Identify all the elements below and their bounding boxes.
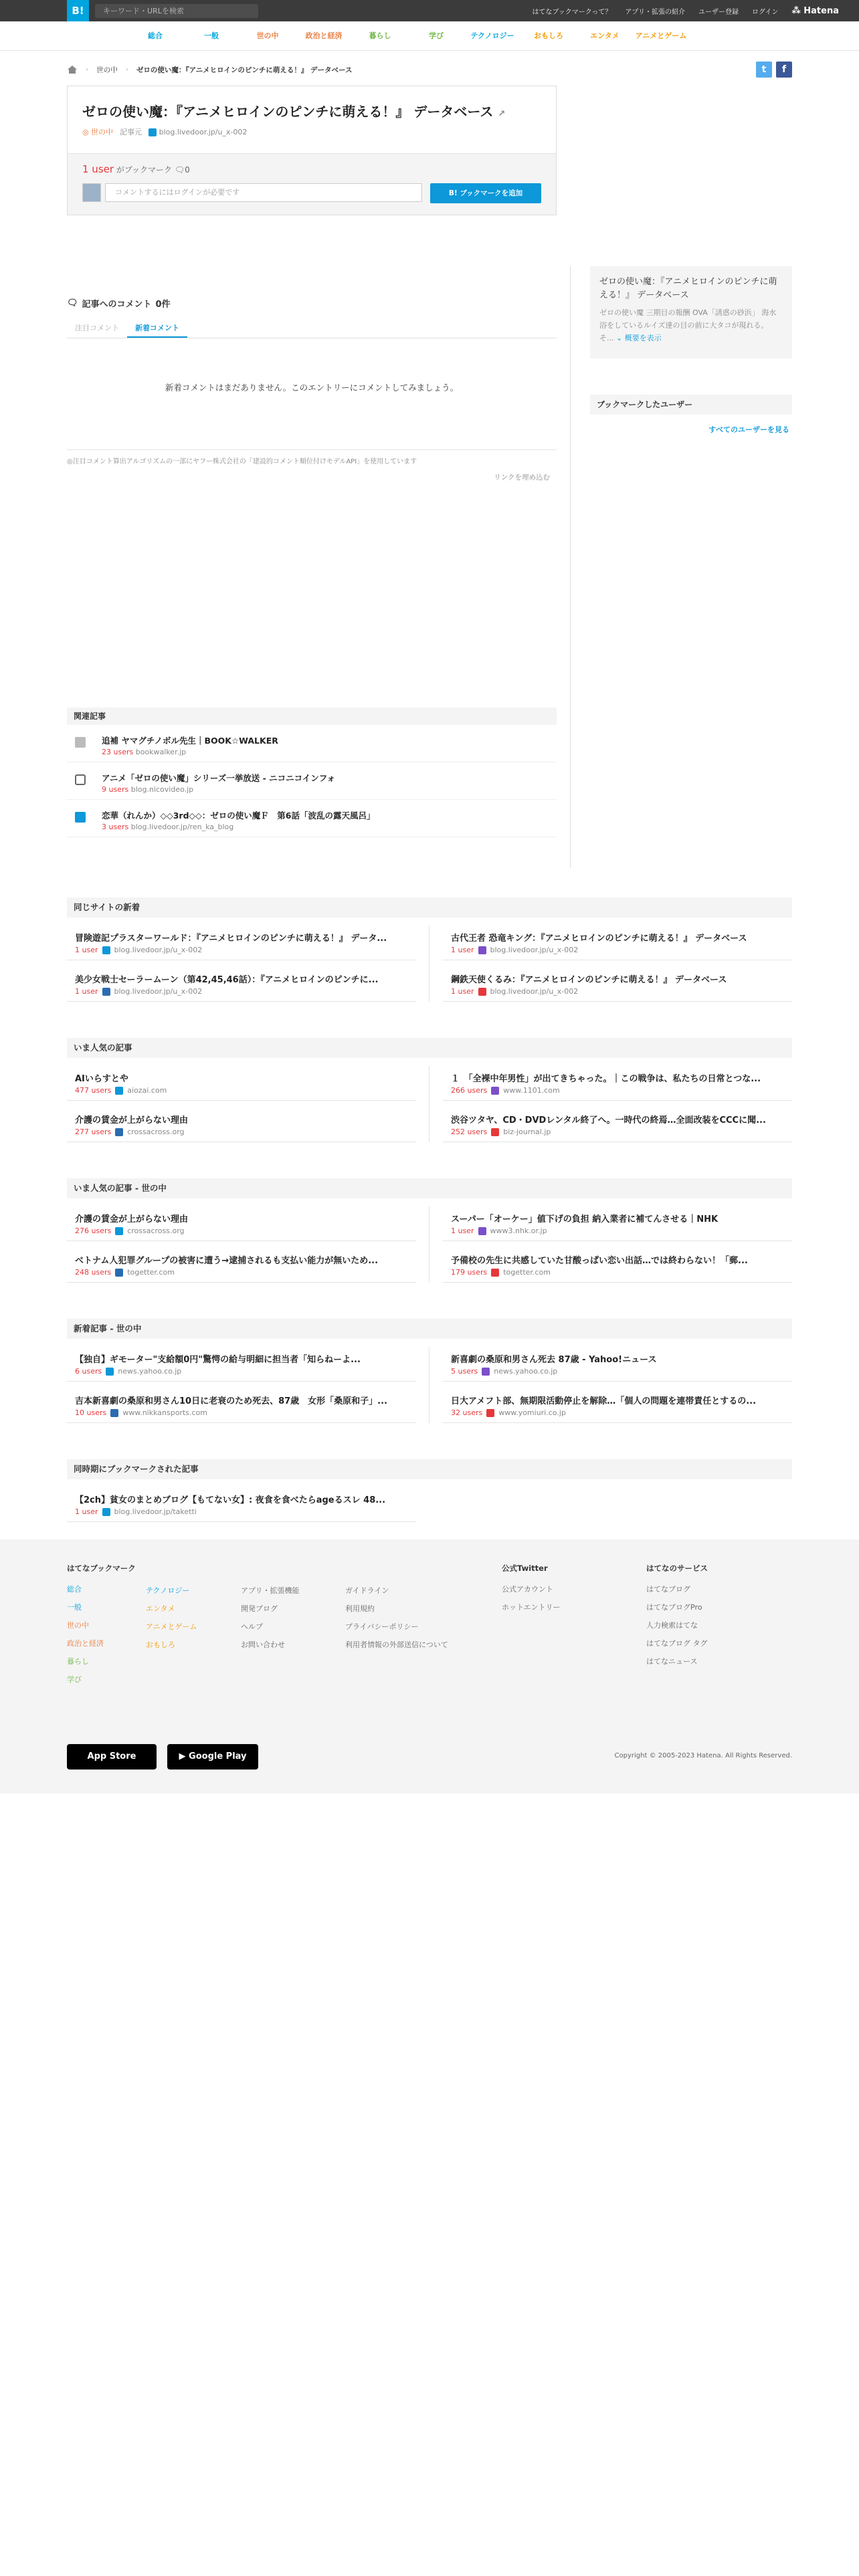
section-heading: 同じサイトの新着 (67, 897, 792, 918)
breadcrumb: › 世の中 › ゼロの使い魔：『アニメヒロインのピンチに萌える！』 データベース (67, 62, 792, 78)
entry-domain[interactable]: www.yomiuri.co.jp (498, 1408, 566, 1417)
favicon-icon (486, 1409, 494, 1417)
footer-link[interactable]: 一般 (67, 1603, 82, 1612)
nav-about[interactable]: はてなブックマークって？ (532, 8, 612, 16)
category-tab[interactable]: 総合 (148, 31, 163, 40)
embed-link[interactable]: リンクを埋め込む (494, 473, 550, 481)
category-tab[interactable]: 一般 (204, 31, 219, 40)
empty-comments-message: 新着コメントはまだありません。このエントリーにコメントしてみましょう。 (165, 383, 459, 393)
entry-list-item[interactable] (67, 1243, 416, 1283)
external-link-icon[interactable]: ↗ (498, 109, 506, 119)
bookmark-count[interactable]: 1 user (451, 987, 474, 996)
favicon-icon (106, 1368, 114, 1376)
bookmark-count[interactable]: 1 user (75, 987, 98, 996)
category-tab[interactable]: エンタメ (590, 31, 619, 40)
bookmark-count[interactable]: 1 user (75, 946, 98, 954)
entry-domain[interactable]: www3.nhk.or.jp (490, 1226, 547, 1235)
entry-domain[interactable]: blog.livedoor.jp/taketti (114, 1507, 197, 1516)
bookmark-count[interactable]: 32 users (451, 1408, 483, 1417)
favicon-icon (102, 946, 110, 954)
footer-heading: はてなのサービス (646, 1564, 708, 1573)
entry-domain[interactable]: blog.livedoor.jp/u_x-002 (490, 946, 579, 954)
footer-link[interactable]: 人力検索はてな (646, 1621, 698, 1630)
footer-link[interactable]: テクノロジー (146, 1586, 190, 1595)
tab-popular-comments[interactable]: 注目コメント (75, 324, 119, 332)
entry-list-item[interactable] (443, 920, 792, 960)
bookmarked-users-heading: ブックマークしたユーザー (590, 395, 792, 415)
entry-list-item[interactable] (443, 1341, 792, 1382)
entry-domain[interactable]: aiozai.com (127, 1086, 167, 1095)
entry-title[interactable]: 予備校の先生に共感していた甘酸っぱい恋い出話…では終わらない！「郵... (451, 1256, 748, 1266)
entry-list-item[interactable] (67, 1341, 416, 1382)
category-tab[interactable]: おもしろ (534, 31, 563, 40)
favicon-icon (491, 1128, 499, 1136)
bookmark-count[interactable]: 10 users (75, 1408, 107, 1417)
entry-domain[interactable]: blog.livedoor.jp/u_x-002 (114, 987, 203, 996)
entry-list-item[interactable] (443, 962, 792, 1002)
entry-list-item[interactable] (443, 1061, 792, 1101)
bookmark-count[interactable]: 1 user (451, 946, 474, 954)
book-icon (75, 737, 86, 748)
entry-list-item[interactable] (67, 1201, 416, 1241)
category-bar (0, 21, 859, 51)
entry-domain[interactable]: www.nikkansports.com (122, 1408, 207, 1417)
entry-title[interactable]: 日大アメフト部、無期限活動停止を解除…「個人の問題を連帯責任とするの... (451, 1396, 757, 1406)
entry-list-item[interactable] (67, 1383, 416, 1423)
bookmark-count[interactable]: 1 user がブックマーク 🗨0 (82, 163, 190, 175)
footer-link[interactable]: おもしろ (146, 1640, 175, 1649)
footer-link[interactable]: アプリ・拡張機能 (241, 1586, 300, 1595)
entry-domain[interactable]: blog.livedoor.jp/u_x-002 (114, 946, 203, 954)
hatena-logo[interactable]: ⁂ Hatena (791, 5, 839, 16)
entry-summary (590, 266, 792, 358)
entry-list-item[interactable] (67, 1482, 416, 1522)
entry-source-label: 記事元 (120, 128, 142, 136)
divider (429, 1066, 430, 1142)
nav-apps[interactable]: アプリ・拡張の紹介 (625, 8, 685, 16)
entry-domain[interactable]: togetter.com (127, 1268, 175, 1277)
entry-list-item[interactable] (67, 962, 416, 1002)
entry-title[interactable]: 介護の賃金が上がらない理由 (75, 1214, 189, 1224)
breadcrumb-title: ゼロの使い魔：『アニメヒロインのピンチに萌える！』 データベース (136, 66, 353, 74)
footer-link[interactable]: 世の中 (67, 1621, 89, 1630)
entry-title[interactable]: 新喜劇の桑原和男さん死去 87歳 - Yahoo!ニュース (451, 1355, 657, 1365)
divider (429, 926, 430, 1002)
favicon-icon (491, 1087, 499, 1095)
search-input[interactable]: キーワード・URLを検索 (95, 4, 258, 18)
entry-list-item[interactable] (443, 1102, 792, 1142)
category-tab[interactable]: 学び (429, 31, 444, 40)
copyright: Copyright © 2005-2023 Hatena. All Rights Reserved. (614, 1752, 792, 1759)
favicon-icon (115, 1227, 123, 1235)
summary-text: ゼロの使い魔 三期目の報酬 OVA「誘惑の砂浜」 海水浴をしているルイズ達の目の前に大タコが現れる。 そ... (599, 308, 777, 342)
category-tab[interactable]: アニメとゲーム (635, 31, 687, 40)
footer-heading: 公式Twitter (502, 1564, 548, 1573)
entry-domain[interactable]: blog.livedoor.jp/u_x-002 (490, 987, 579, 996)
livedoor-icon (75, 812, 86, 823)
favicon-icon (478, 988, 486, 996)
entry-title[interactable]: ゼロの使い魔：『アニメヒロインのピンチに萌える！』 データベース ↗ (82, 104, 506, 120)
entry-category[interactable]: ◎ 世の中 (82, 128, 114, 136)
footer-link[interactable]: 政治と経済 (67, 1639, 104, 1648)
bookmark-count[interactable]: 5 users (451, 1367, 478, 1376)
category-tab[interactable]: 暮らし (369, 31, 391, 40)
footer-link[interactable]: 開発ブログ (241, 1604, 278, 1613)
footer-link[interactable]: ガイドライン (345, 1586, 389, 1595)
favicon-icon (102, 988, 110, 996)
bookmark-count[interactable]: 6 users (75, 1367, 102, 1376)
related-item[interactable]: 追補 ヤマグチノボル先生｜BOOK☆WALKER 23 users bookwalker.jp (67, 729, 557, 762)
entry-domain[interactable]: crossacross.org (127, 1226, 185, 1235)
entry-domain[interactable]: www.1101.com (503, 1086, 560, 1095)
favicon-icon (115, 1128, 123, 1136)
bookmark-count[interactable]: 1 user (75, 1507, 98, 1516)
section-heading: 新着記事 - 世の中 (67, 1319, 792, 1339)
entry-list-item[interactable] (443, 1243, 792, 1283)
summary-title: ゼロの使い魔：『アニメヒロインのピンチに萌える！』 データベース (599, 277, 777, 300)
category-tab[interactable]: 世の中 (256, 31, 279, 40)
footer-link[interactable]: プライバシーポリシー (345, 1622, 419, 1631)
entry-title[interactable]: ベトナム人犯罪グループの被害に遭う→逮捕されるも支払い能力が無いため... (75, 1256, 379, 1266)
entry-domain[interactable]: news.yahoo.co.jp (494, 1367, 558, 1376)
section-heading: いま人気の記事 - 世の中 (67, 1178, 792, 1198)
favicon-icon (115, 1087, 123, 1095)
app-store-badge[interactable]: App Store (67, 1744, 157, 1769)
related-articles-heading: 関連記事 (67, 708, 557, 725)
entry-title[interactable]: 鋼鉄天使くるみ：『アニメヒロインのピンチに萌える！』 データベース (451, 975, 727, 985)
section-heading: 同時期にブックマークされた記事 (67, 1459, 792, 1479)
category-tab[interactable]: テクノロジー (470, 31, 514, 40)
comment-input[interactable]: コメントするにはログインが必要です (105, 183, 422, 202)
comment-icon: 🗨 (174, 165, 185, 175)
popular-world-section (67, 1178, 792, 1285)
favicon-icon (491, 1269, 499, 1277)
footer-link[interactable]: はてなブログPro (646, 1603, 702, 1612)
entry-title[interactable]: 古代王者 恐竜キング：『アニメヒロインのピンチに萌える！』 データベース (451, 934, 747, 944)
google-play-badge[interactable]: ▶ Google Play (167, 1744, 258, 1769)
entry-title[interactable]: AIいらすとや (75, 1074, 128, 1084)
add-bookmark-button[interactable]: B! ブックマークを追加 (430, 183, 541, 203)
entry-title[interactable]: 【2ch】貧女のまとめブログ【もてない女】: 夜食を食べたらageるスレ 48... (75, 1495, 386, 1505)
footer-link[interactable]: 暮らし (67, 1657, 89, 1666)
footer-link[interactable]: ヘルプ (241, 1622, 263, 1631)
favicon-icon (110, 1409, 118, 1417)
hatena-bookmark-logo[interactable]: B! (67, 0, 89, 21)
entry-list-item[interactable] (67, 920, 416, 960)
bookmark-count[interactable]: 266 users (451, 1086, 488, 1095)
divider (429, 1206, 430, 1283)
nav-signup[interactable]: ユーザー登録 (698, 8, 739, 16)
entry-title[interactable]: 【独自】ギモーター"支給額0円"驚愕の給与明細に担当者「知らねーよ... (75, 1355, 361, 1365)
entry-list-item[interactable] (443, 1201, 792, 1241)
entry-title[interactable]: 介護の賃金が上がらない理由 (75, 1115, 189, 1125)
footer-link[interactable]: お問い合わせ (241, 1640, 285, 1649)
top-bar (0, 0, 859, 21)
category-tab[interactable]: 政治と経済 (305, 31, 343, 40)
facebook-share-icon[interactable]: f (776, 62, 792, 78)
entry-domain[interactable]: news.yahoo.co.jp (118, 1367, 182, 1376)
entry-title[interactable]: 渋谷ツタヤ、CD・DVDレンタル終了へ。一時代の終焉…全面改装をCCCに聞... (451, 1115, 766, 1125)
bookmark-count[interactable]: 277 users (75, 1128, 112, 1136)
entry-title[interactable]: スーパー「オーケー」値下げの負担 納入業者に補てんさせる｜NHK (451, 1214, 719, 1224)
entry-domain[interactable]: crossacross.org (127, 1128, 185, 1136)
new-world-section (67, 1319, 792, 1426)
bookmark-count[interactable]: 477 users (75, 1086, 112, 1095)
section-heading: いま人気の記事 (67, 1038, 792, 1058)
footer-link[interactable]: ホットエントリー (502, 1603, 561, 1612)
bookmark-count[interactable]: 179 users (451, 1268, 488, 1277)
bookmark-count[interactable]: 252 users (451, 1128, 488, 1136)
avatar (82, 183, 101, 202)
entry-list-item[interactable] (443, 1383, 792, 1423)
footer-link[interactable]: 公式アカウント (502, 1585, 553, 1594)
favicon-icon (478, 1227, 486, 1235)
home-icon[interactable] (67, 65, 78, 74)
popular-section (67, 1038, 792, 1145)
entry-box (67, 86, 557, 215)
footer-link[interactable]: はてなブログ (646, 1585, 690, 1594)
favicon-icon (115, 1269, 123, 1277)
footer-link[interactable]: 利用者情報の外部送信について (345, 1640, 448, 1649)
bookmark-count[interactable]: 276 users (75, 1226, 112, 1235)
favicon-icon (482, 1368, 490, 1376)
bookmark-count[interactable]: 1 user (451, 1226, 474, 1235)
bookmark-count[interactable]: 248 users (75, 1268, 112, 1277)
divider (570, 266, 571, 868)
comments-heading: 🗨 記事へのコメント 0件 (67, 298, 171, 310)
entry-list-item[interactable] (67, 1061, 416, 1101)
entry-domain[interactable]: togetter.com (503, 1268, 551, 1277)
related-item[interactable]: アニメ「ゼロの使い魔」シリーズ一挙放送 - ニコニコインフォ 9 users blog.nicovideo.jp (67, 766, 557, 800)
same-time-section (67, 1459, 792, 1526)
entry-list-item[interactable] (67, 1102, 416, 1142)
favicon-icon (102, 1508, 110, 1516)
footer-link[interactable]: 学び (67, 1675, 82, 1684)
comment-algorithm-note: ◎注目コメント算出アルゴリズムの一部にヤフー株式会社の「建設的コメント順位付けモデルAPI」を使用しています (67, 449, 557, 465)
favicon-icon (478, 946, 486, 954)
entry-title[interactable]: 美少女戦士セーラームーン（第42,45,46話）：『アニメヒロインのピンチに... (75, 975, 379, 985)
comment-icon: 🗨 (67, 298, 78, 308)
entry-title[interactable]: 吉本新喜劇の桑原和男さん10日に老衰のため死去、87歳 女形「桑原和子」... (75, 1396, 387, 1406)
show-summary-link[interactable]: ⌄ 概要を表示 (616, 334, 662, 342)
footer-link[interactable]: はてなブログ タグ (646, 1639, 708, 1648)
twitter-share-icon[interactable]: t (756, 62, 772, 78)
divider (429, 1347, 430, 1423)
tv-icon (75, 774, 86, 785)
entry-title[interactable]: １ 「全裸中年男性」が出てきちゃった。｜この戦争は、私たちの日常とつな... (451, 1074, 761, 1084)
same-site-section (67, 897, 792, 1004)
entry-source[interactable]: blog.livedoor.jp/u_x-002 (149, 128, 247, 136)
related-item[interactable]: 恋華（れんか）◇◇3rd◇◇：ゼロの使い魔Ｆ 第6話「波乱の露天風呂」 3 users blog.livedoor.jp/ren_ka_blog (67, 804, 557, 837)
breadcrumb-category[interactable]: 世の中 (96, 66, 118, 74)
nav-login[interactable]: ログイン (751, 8, 779, 16)
see-all-users-link[interactable]: すべてのユーザーを見る (708, 425, 789, 434)
entry-title[interactable]: 冒険遊記プラスターワールド：『アニメヒロインのピンチに萌える！』 データ... (75, 934, 387, 944)
footer-link[interactable]: 総合 (67, 1585, 82, 1594)
footer-heading: はてなブックマーク (67, 1564, 136, 1573)
tab-new-comments[interactable]: 新着コメント (127, 318, 187, 338)
footer-link[interactable]: はてなニュース (646, 1657, 698, 1666)
entry-domain[interactable]: biz-journal.jp (503, 1128, 551, 1136)
footer-link[interactable]: 利用規約 (345, 1604, 375, 1613)
footer-link[interactable]: エンタメ (146, 1604, 175, 1613)
footer-link[interactable]: アニメとゲーム (146, 1622, 197, 1631)
